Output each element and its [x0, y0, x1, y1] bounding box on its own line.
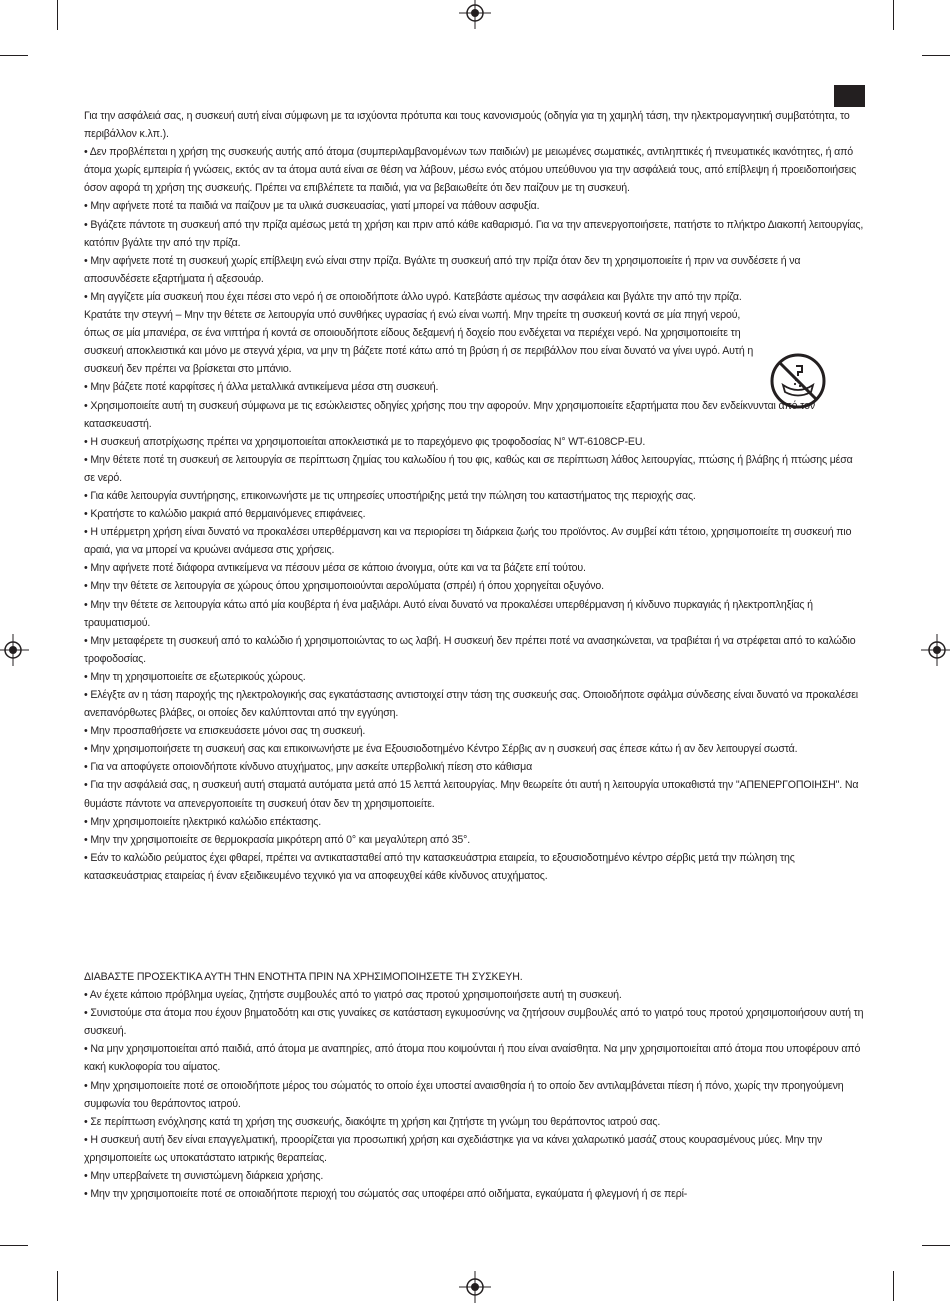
- safety-paragraph: • Μην θέτετε ποτέ τη συσκευή σε λειτουργία σε περίπτωση ζημίας του καλωδίου ή του φις, καθώς και σε περίπτωση λάθος λειτουργίας, πτώσης ή βλάβης ή πτώσης μέσα σε νερό.: [84, 453, 853, 484]
- safety-paragraph: • Μην την χρησιμοποιείτε σε θερμοκρασία μικρότερη από 0° και μεγαλύτερη από 35°.: [84, 833, 471, 846]
- health-paragraph: • Μην χρησιμοποιείτε ποτέ σε οποιοδήποτε μέρος του σώματός το οποίο έχει υποστεί αναισθησία ή το οποίο δεν αντιλαμβάνεται πίεση ή πόνο, χωρίς την προηγούμενη συμφωνία του θεράποντος ιατρού.: [84, 1079, 844, 1110]
- crop-mark: [0, 1245, 28, 1246]
- crop-mark: [893, 0, 894, 30]
- health-instructions: [84, 968, 866, 1203]
- safety-paragraph: • Κρατήστε το καλώδιο μακριά από θερμαινόμενες επιφάνειες.: [84, 508, 366, 521]
- safety-paragraph: • Μην αφήνετε ποτέ τα παιδιά να παίζουν με τα υλικά συσκευασίας, γιατί μπορεί να πάθουν ασφυξία.: [84, 200, 540, 213]
- health-paragraph: • Συνιστούμε στα άτομα που έχουν βηματοδότη και στις γυναίκες σε κατάσταση εγκυμοσύνης να ζητήσουν συμβουλές από το γιατρό τους προτού χρησιμοποιήσουν αυτή τη συσκευή.: [84, 1007, 864, 1038]
- crop-mark: [57, 0, 58, 30]
- safety-paragraph: • Μην χρησιμοποιείτε ηλεκτρικό καλώδιο επέκτασης.: [84, 815, 322, 828]
- safety-paragraph: • Μην τη χρησιμοποιείτε σε εξωτερικούς χώρους.: [84, 670, 306, 683]
- health-paragraph: • Η συσκευή αυτή δεν είναι επαγγελματική, προορίζεται για προσωπική χρήση και σχεδιάστηκε για να κάνει χαλαρωτικό μασάζ στους κουρασμένους μύες. Μην την χρησιμοποιείτε ως υποκατάστατο ιατρικής θεραπείας.: [84, 1133, 823, 1164]
- health-paragraph: • Αν έχετε κάποιο πρόβλημα υγείας, ζητήστε συμβουλές από το γιατρό σας προτού χρησιμοποιήσετε αυτή τη συσκευή.: [84, 989, 622, 1002]
- safety-paragraph: • Μη αγγίζετε μία συσκευή που έχει πέσει στο νερό ή σε οποιοδήποτε άλλο υγρό. Κατεβάστε αμέσως την ασφάλεια και βγάλτε την από την πρίζα. Κρατάτε την στεγνή – Μην την θέτετε σε λειτουργία υπό συνθήκες υγρασίας ή ενώ είναι νωπή. Μην τηρείτε τη συσκευή κοντά σε μία πηγή νερού, όπως σε μία μπανιέρα, σε ένα νιπτήρα ή κοντά σε οποιουδήποτε είδους δεξαμενή ή δοχείο που ενδέχεται να περιέχει νερό. Να χρησιμοποιείτε τη συσκευή αποκλειστικά και μόνο με στεγνά χέρια, να μην τη βάζετε ποτέ κάτω από τη βρύση ή σε περιβάλλον που είναι δυνατό να γίνει υγρό. Αυτή η συσκευή δεν πρέπει να βρίσκεται στο μπάνιο.: [84, 290, 754, 376]
- safety-paragraph: • Μην την θέτετε σε λειτουργία σε χώρους όπου χρησιμοποιούνται αερολύματα (σπρέι) ή όπου χορηγείται οξυγόνο.: [84, 580, 604, 593]
- safety-paragraph: • Για κάθε λειτουργία συντήρησης, επικοινωνήστε με τις υπηρεσίες υποστήριξης μετά την πώληση του καταστήματος της περιοχής σας.: [84, 489, 696, 502]
- safety-paragraph: • Μην αφήνετε ποτέ τη συσκευή χωρίς επίβλεψη ενώ είναι στην πρίζα. Βγάλτε τη συσκευή από την πρίζα όταν δεν τη χρησιμοποιείτε ή πριν να συνδέσετε ή να αποσυνδέσετε εξαρτήματα ή αξεσουάρ.: [84, 254, 801, 285]
- registration-mark-icon: [459, 1271, 491, 1303]
- safety-paragraph: • Μην χρησιμοποιήσετε τη συσκευή σας και επικοινωνήστε με ένα Εξουσιοδοτημένο Κέντρο Σέρβις αν η συσκευή σας έπεσε κάτω ή αν δεν λειτουργεί σωστά.: [84, 743, 798, 756]
- safety-paragraph: • Χρησιμοποιείτε αυτή τη συσκευή σύμφωνα με τις εσώκλειστες οδηγίες χρήσης που την αφορούν. Μην χρησιμοποιείτε εξαρτήματα που δεν ενδείκνυνται από τον κατασκευαστή.: [84, 399, 815, 430]
- health-paragraph: • Μην υπερβαίνετε τη συνιστώμενη διάρκεια χρήσης.: [84, 1170, 324, 1183]
- safety-paragraph: • Εάν το καλώδιο ρεύματος έχει φθαρεί, πρέπει να αντικατασταθεί από την κατασκευάστρια εταιρεία, το εξουσιοδοτημένο κέντρο σέρβις μετά την πώληση της κατασκευάστριας εταιρείας ή έναν εξειδικευμένο τεχνικό για να αποφευχθεί κάθε κίνδυνος ατυχήματος.: [84, 851, 795, 882]
- safety-paragraph: • Δεν προβλέπεται η χρήση της συσκευής αυτής από άτομα (συμπεριλαμβανομένων των παιδιών) με μειωμένες σωματικές, αντιληπτικές ή πνευματικές ικανότητες, ή από άτομα χωρίς εμπειρία ή γνώσεις, εκτός αν τα άτομα αυτά είναι σε θέση να λάβουν, μέσω ενός ατόμου υπεύθυνου για την ασφάλειά τους, από επίβλεψη ή προειδοποιήσεις όσον αφορά τη χρήση της συσκευής. Πρέπει να επιβλέπετε τα παιδιά, για να βεβαιωθείτε ότι δεν παίζουν με τη συσκευή.: [84, 146, 857, 195]
- safety-paragraph: • Για να αποφύγετε οποιονδήποτε κίνδυνο ατυχήματος, μην ασκείτε υπερβολική πίεση στο κάθισμα: [84, 761, 533, 774]
- safety-paragraph: • Για την ασφάλειά σας, η συσκευή αυτή σταματά αυτόματα μετά από 15 λεπτά λειτουργίας. Μην θεωρείτε ότι αυτή η λειτουργία υποκαθιστά την "ΑΠΕΝΕΡΓΟΠΟΙΗΣΗ". Να θυμάστε πάντοτε να απενεργοποιείτε τη συσκευή όταν δεν τη χρησιμοποιείτε.: [84, 779, 859, 810]
- safety-paragraph: • Η συσκευή αποτρίχωσης πρέπει να χρησιμοποιείται αποκλειστικά με το παρεχόμενο φις τροφοδοσίας N° WT-6108CP-EU.: [84, 435, 646, 448]
- health-paragraph: • Να μην χρησιμοποιείται από παιδιά, από άτομα με αναπηρίες, από άτομα που κοιμούνται ή που είναι αναίσθητα. Να μην χρησιμοποιείται από άτομα που υποφέρουν από κακή κυκλοφορία του αίματος.: [84, 1043, 861, 1074]
- crop-mark: [922, 55, 950, 56]
- safety-instructions: [84, 107, 866, 885]
- registration-mark-icon: [459, 0, 491, 29]
- safety-paragraph: • Ελέγξτε αν η τάση παροχής της ηλεκτρολογικής σας εγκατάστασης αντιστοιχεί στην τάση της συσκευής σας. Οποιοδήποτε σφάλμα σύνδεσης είναι δυνατό να προκαλέσει ανεπανόρθωτες βλάβες, οι οποίες δεν καλύπτονται από την εγγύηση.: [84, 689, 858, 720]
- safety-paragraph: Για την ασφάλειά σας, η συσκευή αυτή είναι σύμφωνη με τα ισχύοντα πρότυπα και τους κανονισμούς (οδηγία για τη χαμηλή τάση, την ηλεκτρομαγνητική συμβατότητα, το περιβάλλον κ.λπ.).: [84, 110, 850, 141]
- safety-paragraph: • Μην βάζετε ποτέ καρφίτσες ή άλλα μεταλλικά αντικείμενα μέσα στη συσκευή.: [84, 381, 439, 394]
- language-tab: [834, 85, 865, 107]
- safety-paragraph: • Μην προσπαθήσετε να επισκευάσετε μόνοι σας τη συσκευή.: [84, 725, 366, 738]
- crop-mark: [57, 1271, 58, 1301]
- safety-paragraph: • Μην την θέτετε σε λειτουργία κάτω από μία κουβέρτα ή ένα μαξιλάρι. Αυτό είναι δυνατό να προκαλέσει υπερθέρμανση ή κίνδυνο πυρκαγιάς ή ηλεκτροπληξίας ή τραυματισμού.: [84, 598, 813, 629]
- health-paragraph: • Σε περίπτωση ενόχλησης κατά τη χρήση της συσκευής, διακόψτε τη χρήση και ζητήστε τη γνώμη του θεράποντος ιατρού σας.: [84, 1115, 661, 1128]
- safety-paragraph: • Η υπέρμετρη χρήση είναι δυνατό να προκαλέσει υπερθέρμανση και να περιορίσει τη διάρκεια ζωής του προϊόντος. Αν συμβεί κάτι τέτοιο, χρησιμοποιείτε τη συσκευή πιο αραιά, για να μπορεί να κρυώνει ανάμεσα στις χρήσεις.: [84, 526, 852, 557]
- health-paragraph: • Μην την χρησιμοποιείτε ποτέ σε οποιαδήποτε περιοχή του σώματός σας υποφέρει από οιδήματα, εγκαύματα ή φλεγμονή ή σε περί-: [84, 1188, 688, 1201]
- section-heading: ΔΙΑΒΑΣΤΕ ΠΡΟΣΕΚΤΙΚΑ ΑΥΤΗ ΤΗΝ ΕΝΟΤΗΤΑ ΠΡΙΝ ΝΑ ΧΡΗΣΙΜΟΠΟΙΗΣΕΤΕ ΤΗ ΣΥΣΚΕΥΗ.: [84, 971, 523, 983]
- crop-mark: [922, 1245, 950, 1246]
- registration-mark-icon: [0, 634, 29, 666]
- safety-paragraph: • Μην αφήνετε ποτέ διάφορα αντικείμενα να πέσουν μέσα σε κάποιο άνοιγμα, ούτε και να τα βάζετε επί τούτου.: [84, 562, 586, 575]
- crop-mark: [0, 55, 28, 56]
- registration-mark-icon: [921, 634, 950, 666]
- safety-paragraph: • Βγάζετε πάντοτε τη συσκευή από την πρίζα αμέσως μετά τη χρήση και πριν από κάθε καθαρισμό. Για να την απενεργοποιήσετε, πατήστε το πλήκτρο Διακοπή λειτουργίας, κατόπιν βγάλτε την από την πρίζα.: [84, 218, 864, 249]
- crop-mark: [893, 1271, 894, 1301]
- safety-paragraph: • Μην μεταφέρετε τη συσκευή από το καλώδιο ή χρησιμοποιώντας το ως λαβή. Η συσκευή δεν πρέπει ποτέ να ανασηκώνεται, να τραβιέται ή να στρέφεται από το καλώδιο τροφοδοσίας.: [84, 634, 856, 665]
